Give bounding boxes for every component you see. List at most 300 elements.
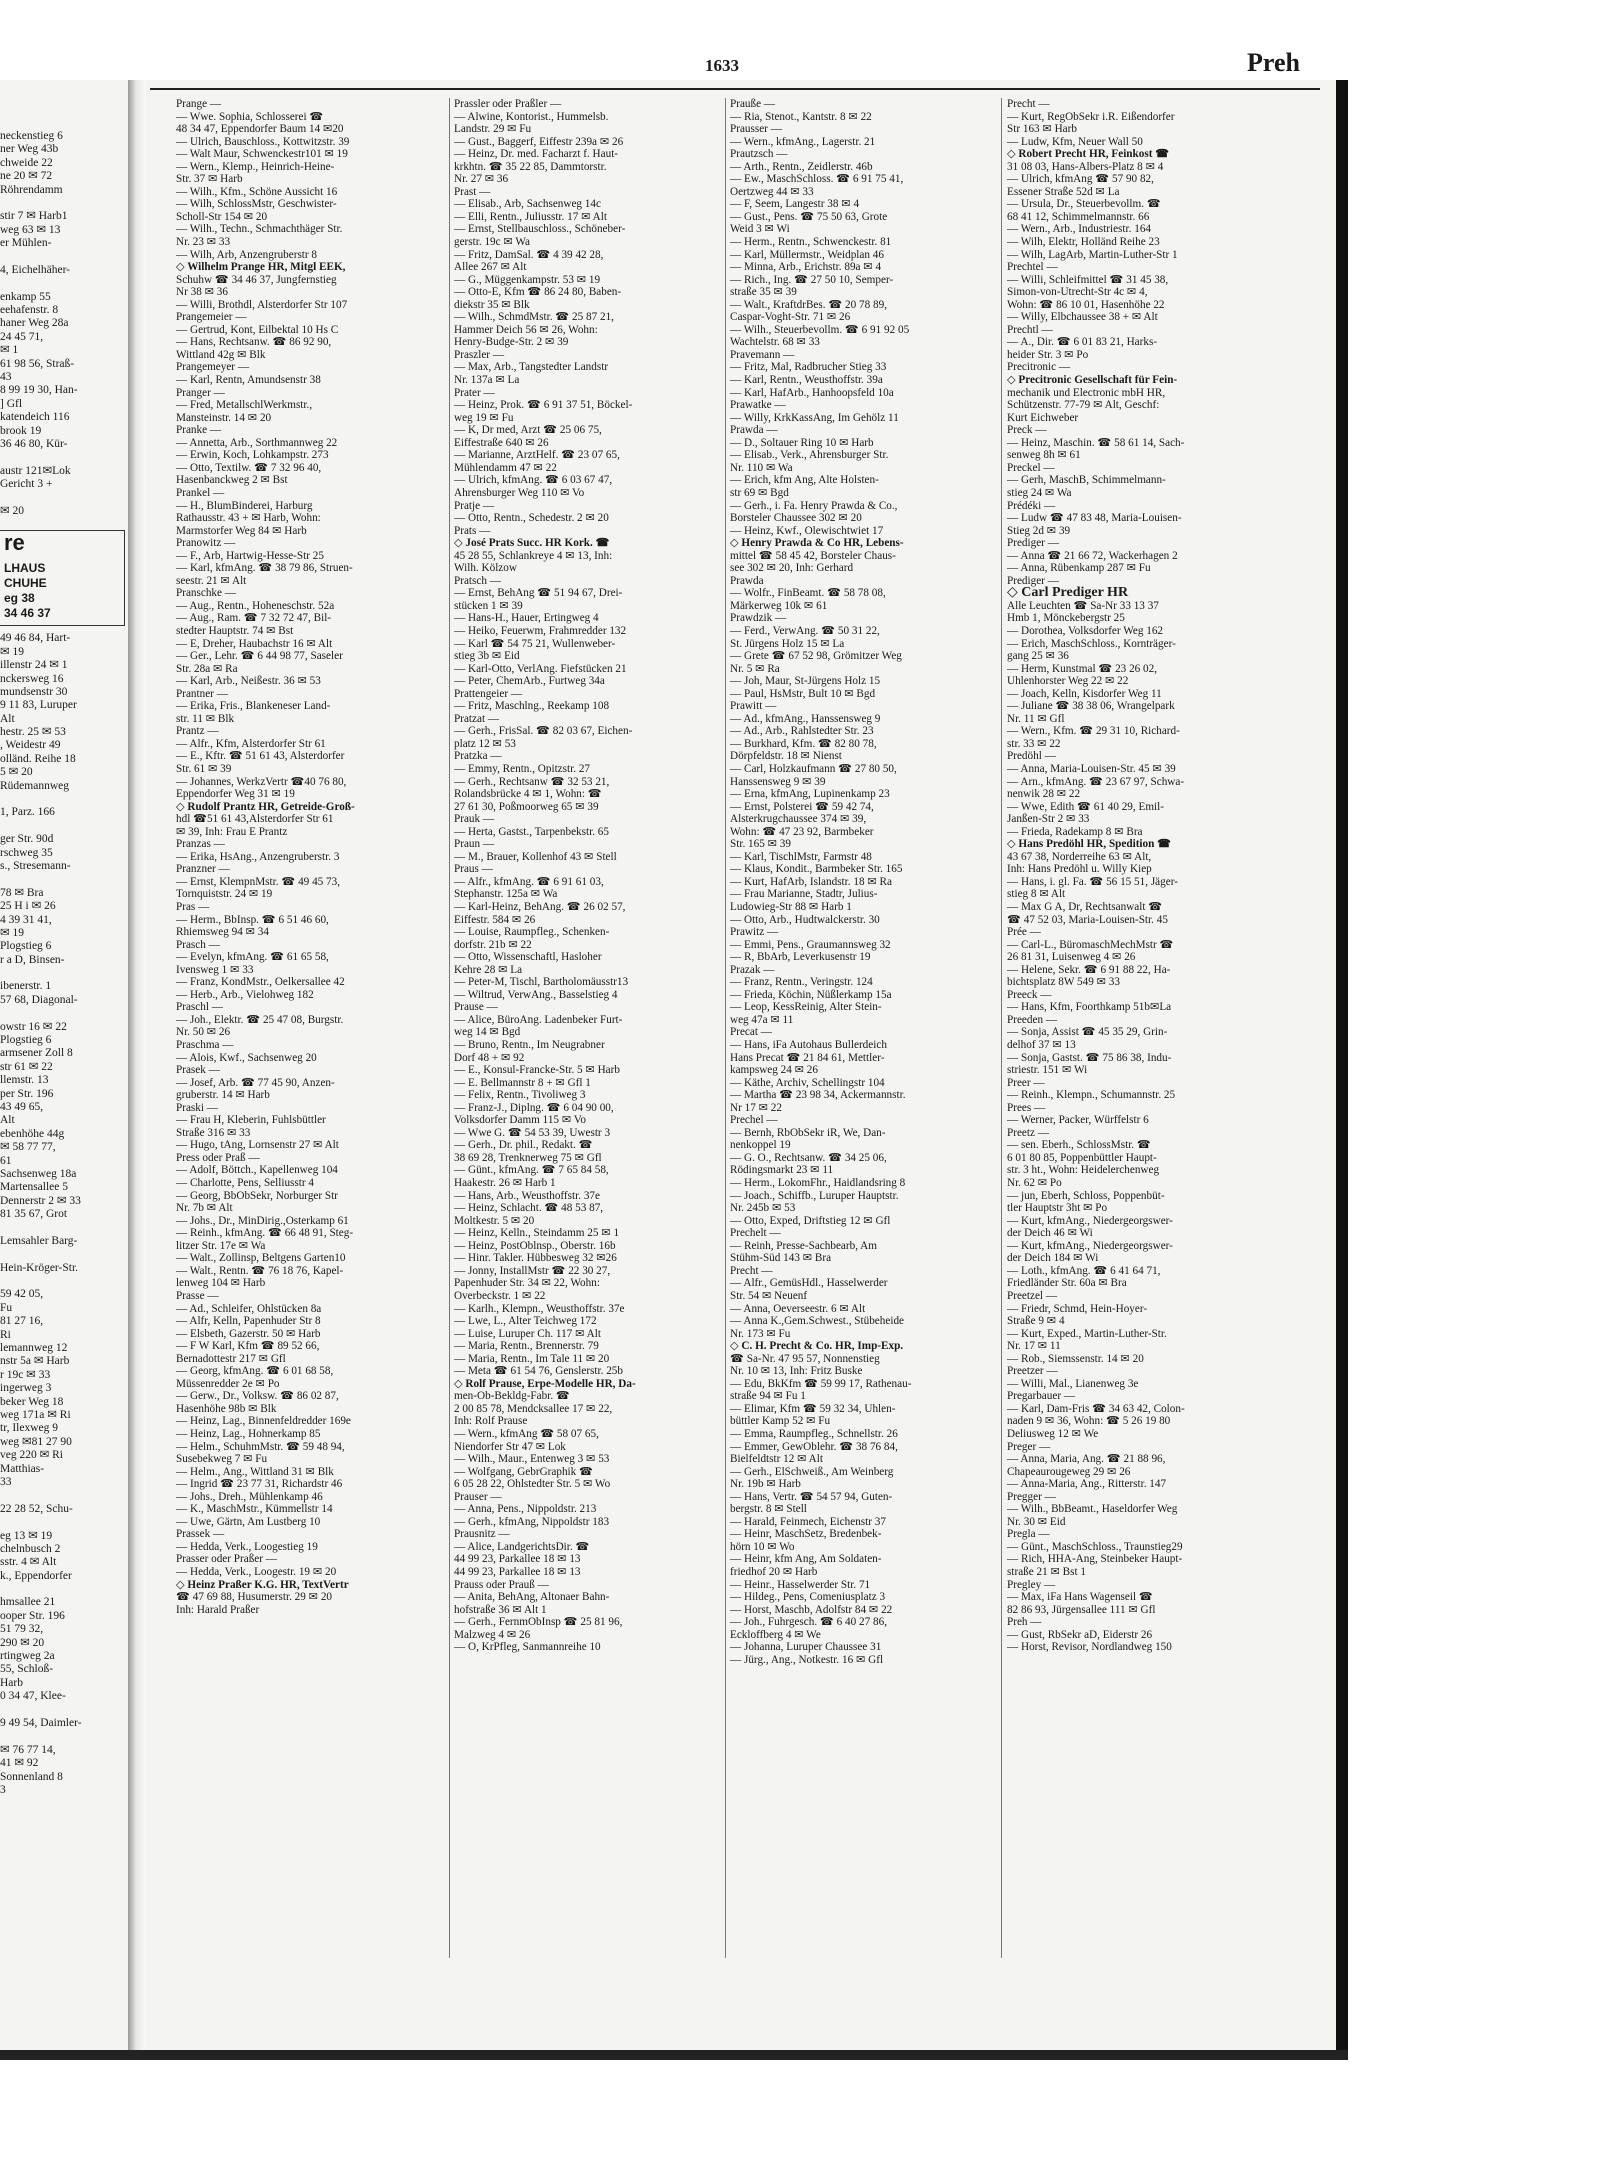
page-number: 1633 xyxy=(705,56,739,75)
fragment-line: r 19c ✉ 33 xyxy=(0,1368,51,1381)
surname-heading: Prast — xyxy=(454,185,491,198)
directory-entry-line: litzer Str. 17e ✉ Wa xyxy=(176,1239,266,1252)
firm-entry: ◇ Rolf Prause, Erpe-Modelle HR, Da- xyxy=(454,1377,636,1390)
directory-entry-line: — Helene, Sekr. ☎ 6 91 88 22, Ha- xyxy=(1007,963,1171,976)
fragment-line: rtingweg 2a xyxy=(0,1650,55,1663)
fragment-line: nckersweg 16 xyxy=(0,672,64,685)
directory-entry-line: — Wilh, LagArb, Martin-Luther-Str 1 xyxy=(1007,248,1178,261)
fragment-line: 49 46 84, Hart- xyxy=(0,632,71,645)
directory-entry-line: — Anna K.,Gem.Schwest., Stübeheide xyxy=(730,1315,905,1328)
fragment-line: enkamp 55 xyxy=(0,290,51,303)
directory-entry-line: — A., Dir. ☎ 6 01 83 21, Harks- xyxy=(1007,336,1158,349)
directory-entry-line: senweg 8h ✉ 61 xyxy=(1007,449,1081,462)
directory-entry-line: — Gertrud, Kont, Eilbektal 10 Hs C xyxy=(176,323,339,336)
fragment-line: ger Str. 90d xyxy=(0,833,54,846)
surname-heading: Prausnitz — xyxy=(454,1528,510,1541)
directory-entry-line: see 302 ✉ 20, Inh: Gerhard xyxy=(730,562,854,575)
fragment-line: lemannweg 12 xyxy=(0,1342,68,1355)
directory-entry-line: — Ferd., VerwAng. ☎ 50 31 22, xyxy=(730,624,880,637)
directory-entry-line: Nr 38 ✉ 36 xyxy=(176,286,228,299)
fragment-line: austr 121✉Lok xyxy=(0,464,71,477)
surname-heading: Preckel — xyxy=(1007,461,1055,474)
directory-entry-line: Hammer Deich 56 ✉ 26, Wohn: xyxy=(454,323,598,336)
directory-entry-line: — Erika, HsAng., Anzengruberstr. 3 xyxy=(176,850,340,863)
directory-entry-line: hdl ☎51 61 43,Alsterdorfer Str 61 xyxy=(176,813,334,826)
fragment-line: Ri xyxy=(0,1328,11,1341)
directory-entry-line: — Adolf, Böttch., Kapellenweg 104 xyxy=(176,1164,338,1177)
directory-entry-line: — Hans, Arb., Weusthoffstr. 37e xyxy=(454,1189,600,1202)
directory-entry-line: — F, Seem, Langestr 38 ✉ 4 xyxy=(730,198,860,211)
directory-entry-line: — Anna ☎ 21 66 72, Wackerhagen 2 xyxy=(1007,549,1178,562)
directory-entry-line: — Heinz, Schlacht. ☎ 48 53 87, xyxy=(454,1202,604,1215)
firm-entry: ◇ Hans Predöhl HR, Spedition ☎ xyxy=(1007,838,1172,851)
directory-entry-line: Rathausstr. 43 + ✉ Harb, Wohn: xyxy=(176,512,321,525)
directory-entry-line: — E., Kftr. ☎ 51 61 43, Alsterdorfer xyxy=(176,750,345,763)
fragment-line xyxy=(0,251,125,264)
directory-entry-line: friedhof 20 ✉ Harb xyxy=(730,1565,818,1578)
directory-entry-line: Nr. 110 ✉ Wa xyxy=(730,461,793,474)
directory-entry-line: Hmb 1, Mönckebergstr 25 xyxy=(1007,612,1125,625)
directory-entry-line: — Heinz, Prok. ☎ 6 91 37 51, Böckel- xyxy=(454,399,633,412)
directory-entry-line: — Erich, kfm Ang, Alte Holsten- xyxy=(730,474,879,487)
directory-entry-line: weg 19 ✉ Fu xyxy=(454,411,514,424)
directory-entry-line: — Hans, Rechtsanw. ☎ 86 92 90, xyxy=(176,336,332,349)
directory-entry-line: — Anna, Maria, Ang. ☎ 21 88 96, xyxy=(1007,1453,1166,1466)
fragment-line: hmsallee 21 xyxy=(0,1596,56,1609)
directory-entry-line: — Johannes, WerkzVertr ☎40 76 80, xyxy=(176,775,347,788)
directory-entry-line: Inh: Harald Praßer xyxy=(176,1603,260,1616)
directory-entry-line: — Walt., Rentn. ☎ 76 18 76, Kapel- xyxy=(176,1264,344,1277)
directory-entry-line: — Walt., Zollinsp, Beltgens Garten10 xyxy=(176,1252,346,1265)
directory-entry-line: — Hans, Vertr. ☎ 54 57 94, Guten- xyxy=(730,1490,893,1503)
directory-entry-line: — Heinr, MaschSetz, Bredenbek- xyxy=(730,1528,882,1541)
directory-entry-line: — Ingrid ☎ 23 77 31, Richardstr 46 xyxy=(176,1478,343,1491)
surname-heading: Prawdzik — xyxy=(730,612,787,625)
directory-entry-line: — Helm., Ang., Wittland 31 ✉ Blk xyxy=(176,1465,334,1478)
surname-heading: Prauk — xyxy=(454,813,495,826)
directory-entry-line: — Gerh., FernmObInsp ☎ 25 81 96, xyxy=(454,1616,623,1629)
directory-entry-line: — Jürg., Ang., Notkestr. 16 ✉ Gfl xyxy=(730,1653,884,1666)
fragment-line: 4, Eichelhäher- xyxy=(0,263,71,276)
surname-heading: Pratsch — xyxy=(454,574,501,587)
surname-heading: Preetz — xyxy=(1007,1126,1049,1139)
directory-entry-line: — E, Dreher, Haubachstr 16 ✉ Alt xyxy=(176,637,333,650)
directory-entry-line: Hasenhöhe 98b ✉ Blk xyxy=(176,1402,277,1415)
directory-entry-line: — Horst, Maschb, Adolfstr 84 ✉ 22 xyxy=(730,1603,893,1616)
directory-entry-line: — Edu, BkKfm ☎ 59 99 17, Rathenau- xyxy=(730,1377,912,1390)
fragment-line: hestr. 25 ✉ 53 xyxy=(0,726,66,739)
fragment-line: Lemsahler Barg- xyxy=(0,1234,78,1247)
fragment-line xyxy=(0,1730,125,1743)
directory-entry-line: men-Ob-Bekldg-Fabr. ☎ xyxy=(454,1390,570,1403)
directory-entry-line: — Karl, HafArb., Hanhoopsfeld 10a xyxy=(730,386,894,399)
directory-entry-line: Hasenbanckweg 2 ✉ Bst xyxy=(176,474,288,487)
fragment-line: ooper Str. 196 xyxy=(0,1609,65,1622)
directory-entry-line: — Wern., Arb., Industriestr. 164 xyxy=(1007,223,1152,236)
directory-entry-line: — Kurt, kfmAng., Niedergeorgswer- xyxy=(1007,1239,1173,1252)
directory-entry-line: — Reinh, Presse-Sachbearb, Am xyxy=(730,1239,877,1252)
fragment-line: ✉ 20 xyxy=(0,504,25,517)
directory-entry-line: — Gust., Baggerf, Eiffestr 239a ✉ 26 xyxy=(454,135,624,148)
directory-entry-line: Dorf 48 + ✉ 92 xyxy=(454,1051,525,1064)
directory-entry-line: — O, KrPfleg, Sanmannreihe 10 xyxy=(454,1641,601,1654)
directory-entry-line: — Rich., Ing. ☎ 27 50 10, Semper- xyxy=(730,273,894,286)
directory-entry-line: Eiffestr. 584 ✉ 26 xyxy=(454,913,536,926)
directory-entry-line: — Ernst, Polsterei ☎ 59 42 74, xyxy=(730,800,874,813)
surname-heading: Prawitt — xyxy=(730,700,777,713)
directory-entry-line: Essener Straße 52d ✉ La xyxy=(1007,185,1120,198)
fragment-line: Sachsenweg 18a xyxy=(0,1167,77,1180)
directory-entry-line: — Karl, Dam-Fris ☎ 34 63 42, Colon- xyxy=(1007,1402,1185,1415)
fragment-line xyxy=(0,1007,125,1020)
fragment-line: Fu xyxy=(0,1301,13,1314)
directory-entry-line: Eiffestraße 640 ✉ 26 xyxy=(454,436,549,449)
directory-entry-line: Nr 17 ✉ 22 xyxy=(730,1101,782,1114)
directory-entry-line: — Walt., KraftdrBes. ☎ 20 78 89, xyxy=(730,298,888,311)
fragment-line: 24 45 71, xyxy=(0,330,44,343)
surname-heading: Prasse — xyxy=(176,1289,219,1302)
directory-entry-line: — Willi, Mal., Lianenweg 3e xyxy=(1007,1377,1139,1390)
directory-entry-line: — Erich, MaschSchloss., Kornträger- xyxy=(1007,637,1176,650)
fragment-line: Alt xyxy=(0,1114,15,1127)
fragment-line: 0 34 47, Klee- xyxy=(0,1690,66,1703)
directory-entry-line: straße 35 ✉ 39 xyxy=(730,286,797,299)
directory-entry-line: Moltkestr. 5 ✉ 20 xyxy=(454,1214,535,1227)
directory-entry-line: — Käthe, Archiv, Schellingstr 104 xyxy=(730,1076,885,1089)
directory-entry-line: Str 163 ✉ Harb xyxy=(1007,123,1077,136)
directory-entry-line: — Ernst, BehAng ☎ 51 94 67, Drei- xyxy=(454,587,623,600)
fragment-line: er Mühlen- xyxy=(0,237,52,250)
directory-entry-line: — Loth., kfmAng. ☎ 6 41 64 71, xyxy=(1007,1264,1161,1277)
directory-entry-line: — Elimar, Kfm ☎ 59 32 34, Uhlen- xyxy=(730,1402,896,1415)
directory-entry-line: — Anita, BehAng, Altonaer Bahn- xyxy=(454,1591,610,1604)
surname-heading: Prangemeier — xyxy=(176,311,247,324)
fragment-line: 4 39 31 41, xyxy=(0,913,52,926)
directory-entry-line: Nr. 27 ✉ 36 xyxy=(454,173,509,186)
directory-entry-line: — Frau Marianne, Stadtr, Julius- xyxy=(730,888,878,901)
column-divider xyxy=(449,98,450,1958)
directory-entry-line: Kehre 28 ✉ La xyxy=(454,963,523,976)
directory-entry-line: 44 99 23, Parkallee 18 ✉ 13 xyxy=(454,1565,581,1578)
directory-entry-line: 31 08 03, Hans-Albers-Platz 8 ✉ 4 xyxy=(1007,160,1164,173)
directory-entry-line: — Karl, Rentn., Weusthoffstr. 39a xyxy=(730,374,883,387)
surname-heading: Praski — xyxy=(176,1101,218,1114)
page-header xyxy=(150,46,1320,86)
directory-entry-line: — Wilh, SchlossMstr, Geschwister- xyxy=(176,198,337,211)
directory-entry-line: Bernadottestr 217 ✉ Gfl xyxy=(176,1352,286,1365)
surname-heading: Prauser — xyxy=(454,1490,502,1503)
fragment-line: 43 49 65, xyxy=(0,1101,44,1113)
directory-entry-line: — Heinz, Dr. med. Facharzt f. Haut- xyxy=(454,148,619,161)
surname-heading: Prasek — xyxy=(176,1064,220,1077)
page-bottom-edge xyxy=(0,2050,1348,2060)
directory-entry-line: — Max, iFa Hans Wagenseil ☎ xyxy=(1007,1591,1153,1604)
directory-entry-line: — Herta, Gastst., Tarpenbekstr. 65 xyxy=(454,825,609,838)
surname-heading: Predöhl — xyxy=(1007,750,1056,763)
directory-entry-line: — Joh., Elektr. ☎ 25 47 08, Burgstr. xyxy=(176,1013,344,1026)
directory-entry-line: Alsterkrugchaussee 374 ✉ 39, xyxy=(730,813,867,826)
surname-heading: Preetzel — xyxy=(1007,1289,1058,1302)
ad-box-line: re xyxy=(4,530,25,556)
directory-entry-line: — Emmi, Pens., Graumannsweg 32 xyxy=(730,938,891,951)
directory-entry-line: — K, Dr med, Arzt ☎ 25 06 75, xyxy=(454,424,602,437)
column-divider xyxy=(1001,98,1002,1958)
surname-heading: Prasch — xyxy=(176,938,220,951)
directory-entry-line: — Herm., BbInsp. ☎ 6 51 46 60, xyxy=(176,913,329,926)
directory-entry-line: Nr. 23 ✉ 33 xyxy=(176,236,231,249)
directory-entry-line: — Fritz, Maschlng., Reekamp 108 xyxy=(454,700,610,713)
fragment-line xyxy=(0,1248,125,1261)
directory-entry-line: — Gerw., Dr., Volksw. ☎ 86 02 87, xyxy=(176,1390,339,1403)
directory-entry-line: — Kurt, Exped., Martin-Luther-Str. xyxy=(1007,1327,1167,1340)
surname-heading: Prechel — xyxy=(730,1114,778,1127)
firm-entry: ◇ C. H. Precht & Co. HR, Imp-Exp. xyxy=(730,1340,904,1353)
directory-column-3 xyxy=(730,98,1000,1666)
surname-heading: Prauße — xyxy=(730,98,776,110)
directory-entry-line: 26 81 31, Luisenweg 4 ✉ 26 xyxy=(1007,951,1136,964)
directory-entry-line: — Hildeg., Pens, Comeniusplatz 3 xyxy=(730,1591,886,1604)
fragment-line xyxy=(0,1704,125,1717)
surname-heading: Prauss oder Prauß — xyxy=(454,1578,549,1591)
surname-heading: Pregla — xyxy=(1007,1528,1050,1541)
directory-entry-line: Niendorfer Str 47 ✉ Lok xyxy=(454,1440,566,1453)
surname-heading: Pranowitz — xyxy=(176,537,236,550)
surname-heading: Pratje — xyxy=(454,499,495,512)
directory-entry-line: — Heinz, Kelln., Steindamm 25 ✉ 1 xyxy=(454,1227,620,1240)
directory-entry-line: — Gerh., Dr. phil., Redakt. ☎ xyxy=(454,1139,593,1152)
directory-entry-line: — Heinz, Lag., Binnenfeldredder 169e xyxy=(176,1415,351,1428)
directory-entry-line: — Joh, Maur, St-Jürgens Holz 15 xyxy=(730,675,881,688)
fragment-line: 41 ✉ 92 xyxy=(0,1757,39,1770)
fragment-line: Plogstieg 6 xyxy=(0,940,52,953)
directory-entry-line: Haakestr. 26 ✉ Harb 1 xyxy=(454,1177,556,1190)
fragment-line: 36 46 80, Kür- xyxy=(0,437,68,450)
directory-entry-line: Chapeaurougeweg 29 ✉ 26 xyxy=(1007,1465,1131,1478)
directory-entry-line: Str. 61 ✉ 39 xyxy=(176,762,232,775)
fragment-line: 290 ✉ 20 xyxy=(0,1636,45,1649)
directory-entry-line: — F W Karl, Kfm ☎ 89 52 66, xyxy=(176,1340,320,1353)
directory-entry-line: Alle Leuchten ☎ Sa-Nr 33 13 37 xyxy=(1007,599,1159,612)
directory-entry-line: nenwik 28 ✉ 22 xyxy=(1007,788,1081,801)
directory-entry-line: — Ludw ☎ 47 83 48, Maria-Louisen- xyxy=(1007,512,1182,525)
directory-entry-line: — Karl-Heinz, BehAng. ☎ 26 02 57, xyxy=(454,901,626,913)
fragment-line: weg 63 ✉ 13 xyxy=(0,223,61,236)
surname-heading: Prawda — xyxy=(730,424,778,437)
directory-entry-line: — Willi, Schleifmittel ☎ 31 45 38, xyxy=(1007,273,1169,286)
directory-entry-line: — Heinz, Maschin. ☎ 58 61 14, Sach- xyxy=(1007,436,1185,449)
directory-entry-line: 43 67 38, Norderreihe 63 ✉ Alt, xyxy=(1007,850,1152,863)
directory-entry-line: Marmstorfer Weg 84 ✉ Harb xyxy=(176,524,307,537)
directory-entry-line: — Wolfgang, GebrGraphik ☎ xyxy=(454,1465,593,1478)
directory-entry-line: — Heinr, kfm Ang, Am Soldaten- xyxy=(730,1553,882,1566)
directory-entry-line: — Wern., kfmAng., Lagerstr. 21 xyxy=(730,135,876,148)
directory-entry-line: lenweg 104 ✉ Harb xyxy=(176,1277,266,1290)
surname-heading: Praszler — xyxy=(454,348,505,361)
directory-entry-line: — Hans-H., Hauer, Ertingweg 4 xyxy=(454,612,599,625)
header-rule xyxy=(150,88,1320,90)
directory-entry-line: — Ulrich, Bauschloss., Kottwitzstr. 39 xyxy=(176,135,350,148)
directory-entry-line: — Maria, Rentn., Brennerstr. 79 xyxy=(454,1340,599,1353)
fragment-line: nstr 5a ✉ Harb xyxy=(0,1355,70,1368)
directory-entry-line: — Peter, ChemArb., Furtweg 34a xyxy=(454,675,605,688)
fragment-line: chweide 22 xyxy=(0,156,53,169)
directory-entry-line: — Fritz, Mal, Radbrucher Stieg 33 xyxy=(730,361,887,374)
fragment-line xyxy=(0,793,125,806)
directory-entry-line: Nr. 17 ✉ 11 xyxy=(1007,1340,1061,1353)
directory-entry-line: 45 28 55, Schlankreye 4 ✉ 13, Inh: xyxy=(454,549,613,562)
directory-entry-line: Prawda xyxy=(730,574,764,587)
directory-entry-line: Malzweg 4 ✉ 26 xyxy=(454,1628,531,1641)
surname-heading: Preger — xyxy=(1007,1440,1051,1453)
fragment-line: Martensallee 5 xyxy=(0,1181,69,1194)
directory-entry-line: — Karl, Müllermstr., Weidplan 46 xyxy=(730,248,884,261)
directory-entry-line: gang 25 ✉ 36 xyxy=(1007,650,1069,663)
directory-entry-line: — Ulrich, kfmAng ☎ 57 90 82, xyxy=(1007,173,1154,186)
directory-entry-line: straße 21 ✉ Bst 1 xyxy=(1007,1565,1086,1578)
directory-entry-line: Märkerweg 10k ✉ 61 xyxy=(730,599,828,612)
directory-entry-line: — Wern., Kfm. ☎ 29 31 10, Richard- xyxy=(1007,725,1180,738)
directory-entry-line: gruberstr. 14 ✉ Harb xyxy=(176,1089,270,1102)
directory-entry-line: — Alfr., Kfm, Alsterdorfer Str 61 xyxy=(176,737,326,750)
surname-heading: Prausser — xyxy=(730,123,782,136)
directory-entry-line: — Rob., Siemssenstr. 14 ✉ 20 xyxy=(1007,1352,1144,1365)
directory-entry-line: Eppendorfer Weg 31 ✉ 19 xyxy=(176,788,295,801)
fragment-line xyxy=(0,1275,125,1288)
ad-box-line: 34 46 37 xyxy=(4,606,51,621)
surname-heading: Prange — xyxy=(176,98,222,110)
page-edge-shadow xyxy=(1336,80,1348,2060)
fragment-line xyxy=(0,197,125,210)
fragment-line: Matthias- xyxy=(0,1462,45,1475)
directory-entry-line: Nr. 10 ✉ 13, Inh: Fritz Buske xyxy=(730,1365,863,1378)
ad-box-line: LHAUS xyxy=(4,561,46,576)
directory-entry-line: Simon-von-Utrecht-Str 4c ✉ 4, xyxy=(1007,286,1148,299)
directory-entry-line: — Friedr, Schmd, Hein-Hoyer- xyxy=(1007,1302,1148,1315)
directory-entry-line: weg 14 ✉ Bgd xyxy=(454,1026,521,1039)
directory-entry-line: Nr. 30 ✉ Eid xyxy=(1007,1515,1066,1528)
fragment-line: 59 42 05, xyxy=(0,1288,44,1301)
directory-entry-line: — K., MaschMstr., Kümmellstr 14 xyxy=(176,1503,333,1516)
directory-entry-line: — Willy, KrkKassAng, Im Gehölz 11 xyxy=(730,411,899,424)
directory-entry-line: Landstr. 29 ✉ Fu xyxy=(454,123,532,136)
directory-entry-line: — Anna, Rübenkamp 287 ✉ Fu xyxy=(1007,562,1151,575)
fragment-line: ] Gfl xyxy=(0,397,23,410)
directory-entry-line: — Luise, Luruper Ch. 117 ✉ Alt xyxy=(454,1327,601,1340)
directory-entry-line: Papenhuder Str. 34 ✉ 22, Wohn: xyxy=(454,1277,600,1290)
firm-entry: ◇ Henry Prawda & Co HR, Lebens- xyxy=(730,537,904,550)
fragment-line: Gericht 3 + xyxy=(0,478,53,491)
directory-entry-line: — Dorothea, Volksdorfer Weg 162 xyxy=(1007,624,1164,637)
directory-entry-line: hofstraße 36 ✉ Alt 1 xyxy=(454,1603,547,1616)
directory-entry-line: — Aug., Rentn., Hoheneschstr. 52a xyxy=(176,599,335,612)
directory-entry-line: Janßen-Str 2 ✉ 33 xyxy=(1007,813,1090,826)
directory-entry-line: Scholl-Str 154 ✉ 20 xyxy=(176,210,268,223)
directory-entry-line: — jun, Eberh, Schloss, Poppenbüt- xyxy=(1007,1189,1165,1202)
directory-entry-line: — Max G A, Dr, Rechtsanwalt ☎ xyxy=(1007,901,1163,913)
surname-heading: Pranzner — xyxy=(176,863,230,876)
surname-heading: Pratzka — xyxy=(454,750,502,763)
directory-entry-line: — Johs., Dreh., Mühlenkamp 46 xyxy=(176,1490,323,1503)
directory-entry-line: Ahrensburger Weg 110 ✉ Vo xyxy=(454,486,585,499)
directory-entry-line: — Wilh, Elektr, Holländ Reihe 23 xyxy=(1007,236,1160,249)
surname-heading: Praus — xyxy=(454,863,493,876)
directory-entry-line: — Horst, Revisor, Nordlandweg 150 xyxy=(1007,1641,1172,1654)
fragment-line: ✉ 76 77 14, xyxy=(0,1743,56,1756)
directory-entry-line: — Carl, Holzkaufmann ☎ 27 80 50, xyxy=(730,762,897,775)
surname-heading: Praschl — xyxy=(176,1001,223,1014)
fragment-line: mundsenstr 30 xyxy=(0,685,68,698)
directory-entry-line: — Wilh., Steuerbevollm. ☎ 6 91 92 05 xyxy=(730,323,910,336)
directory-entry-line: — G., Müggenkampstr. 53 ✉ 19 xyxy=(454,273,601,286)
fragment-line: 81 27 16, xyxy=(0,1315,44,1328)
directory-entry-line: — Joh., Fuhrgesch. ☎ 6 40 27 86, xyxy=(730,1616,887,1629)
directory-entry-line: — Wilh, Arb, Anzengruberstr 8 xyxy=(176,248,318,261)
directory-entry-line: — Herm., LokomFhr., Haidlandsring 8 xyxy=(730,1177,906,1190)
directory-entry-line: — Frieda, Köchin, Nüßlerkamp 15a xyxy=(730,988,892,1001)
surname-heading: Pranzas — xyxy=(176,838,225,851)
directory-entry-line: Str. 37 ✉ Harb xyxy=(176,173,243,186)
fragment-line: 57 68, Diagonal- xyxy=(0,993,78,1006)
surname-heading: Prantz — xyxy=(176,725,219,738)
surname-heading: Pranger — xyxy=(176,386,225,399)
directory-entry-line: — Alfr., kfmAng. ☎ 6 91 61 03, xyxy=(454,875,604,888)
directory-entry-line: — Otto, Textilw. ☎ 7 32 96 40, xyxy=(176,461,322,474)
directory-entry-line: — Karl-Otto, VerlAng. Fiefstücken 21 xyxy=(454,662,627,675)
directory-entry-line: — Arth., Rentn., Zeidlerstr. 46b xyxy=(730,160,873,173)
fragment-line xyxy=(0,451,125,464)
directory-entry-line: nenkoppel 19 xyxy=(730,1139,791,1152)
directory-entry-line: Müssenredder 2e ✉ Po xyxy=(176,1377,280,1390)
directory-entry-line: delhof 37 ✉ 13 xyxy=(1007,1039,1076,1052)
firm-entry: ◇ Carl Prediger HR xyxy=(1007,585,1129,601)
directory-entry-line: bergstr. 8 ✉ Stell xyxy=(730,1503,807,1516)
directory-entry-line: — Sonja, Gastst. ☎ 75 86 38, Indu- xyxy=(1007,1051,1172,1064)
fragment-line: r a D, Binsen- xyxy=(0,953,65,966)
directory-entry-line: — Harald, Feinmech, Eichenstr 37 xyxy=(730,1515,886,1528)
fragment-line: sstr. 4 ✉ Alt xyxy=(0,1556,57,1569)
directory-entry-line: — Juliane ☎ 38 38 06, Wrangelpark xyxy=(1007,700,1175,713)
fragment-line: 51 79 32, xyxy=(0,1623,44,1636)
surname-heading: Prankel — xyxy=(176,486,225,499)
directory-entry-line: 6 05 28 22, Ohlstedter Str. 5 ✉ Wo xyxy=(454,1478,611,1491)
directory-entry-line: — Ludw, Kfm, Neuer Wall 50 xyxy=(1007,135,1143,148)
directory-entry-line: Wilh. Kölzow xyxy=(454,562,517,575)
directory-entry-line: — Günt., kfmAng. ☎ 7 65 84 58, xyxy=(454,1164,609,1177)
directory-entry-line: — Heinr., Hasselwerder Str. 71 xyxy=(730,1578,871,1591)
directory-entry-line: — Franz, Rentn., Veringstr. 124 xyxy=(730,976,873,989)
fragment-line: 81 35 67, Grot xyxy=(0,1208,68,1221)
directory-entry-line: — Gerh., ElSchweiß., Am Weinberg xyxy=(730,1465,894,1478)
directory-entry-line: — Gerh., Rechtsanw ☎ 32 53 21, xyxy=(454,775,610,788)
directory-entry-line: Str. 28a ✉ Ra xyxy=(176,662,238,675)
directory-entry-line: — Joach, Kelln, Kisdorfer Weg 11 xyxy=(1007,687,1162,700)
directory-column-2 xyxy=(454,98,724,1654)
directory-entry-line: 38 69 28, Trenknerweg 75 ✉ Gfl xyxy=(454,1151,602,1164)
directory-entry-line: — Alice, BüroAng. Ladenbeker Furt- xyxy=(454,1013,623,1026)
firm-entry: ◇ Robert Precht HR, Feinkost ☎ xyxy=(1007,148,1170,161)
surname-heading: Prats — xyxy=(454,524,491,537)
directory-entry-line: — Franz, KondMstr., Oelkersallee 42 xyxy=(176,976,345,989)
directory-entry-line: — Wern., kfmAng ☎ 58 07 65, xyxy=(454,1427,599,1440)
directory-entry-line: — Minna, Arb., Erichstr. 89a ✉ 4 xyxy=(730,261,882,274)
directory-entry-line: — Hedda, Verk., Loogestr. 19 ✉ 20 xyxy=(176,1565,337,1578)
directory-entry-line: — Otto, Arb., Hudtwalckerstr. 30 xyxy=(730,913,880,926)
fragment-line: Hein-Kröger-Str. xyxy=(0,1261,79,1274)
directory-entry-line: Stühm-Süd 143 ✉ Bra xyxy=(730,1252,832,1265)
directory-entry-line: — Arn., kfmAng. ☎ 23 67 97, Schwa- xyxy=(1007,775,1185,788)
fragment-line: illenstr 24 ✉ 1 xyxy=(0,659,68,672)
directory-entry-line: — Hans, i. gl. Fa. ☎ 56 15 51, Jäger- xyxy=(1007,875,1178,888)
